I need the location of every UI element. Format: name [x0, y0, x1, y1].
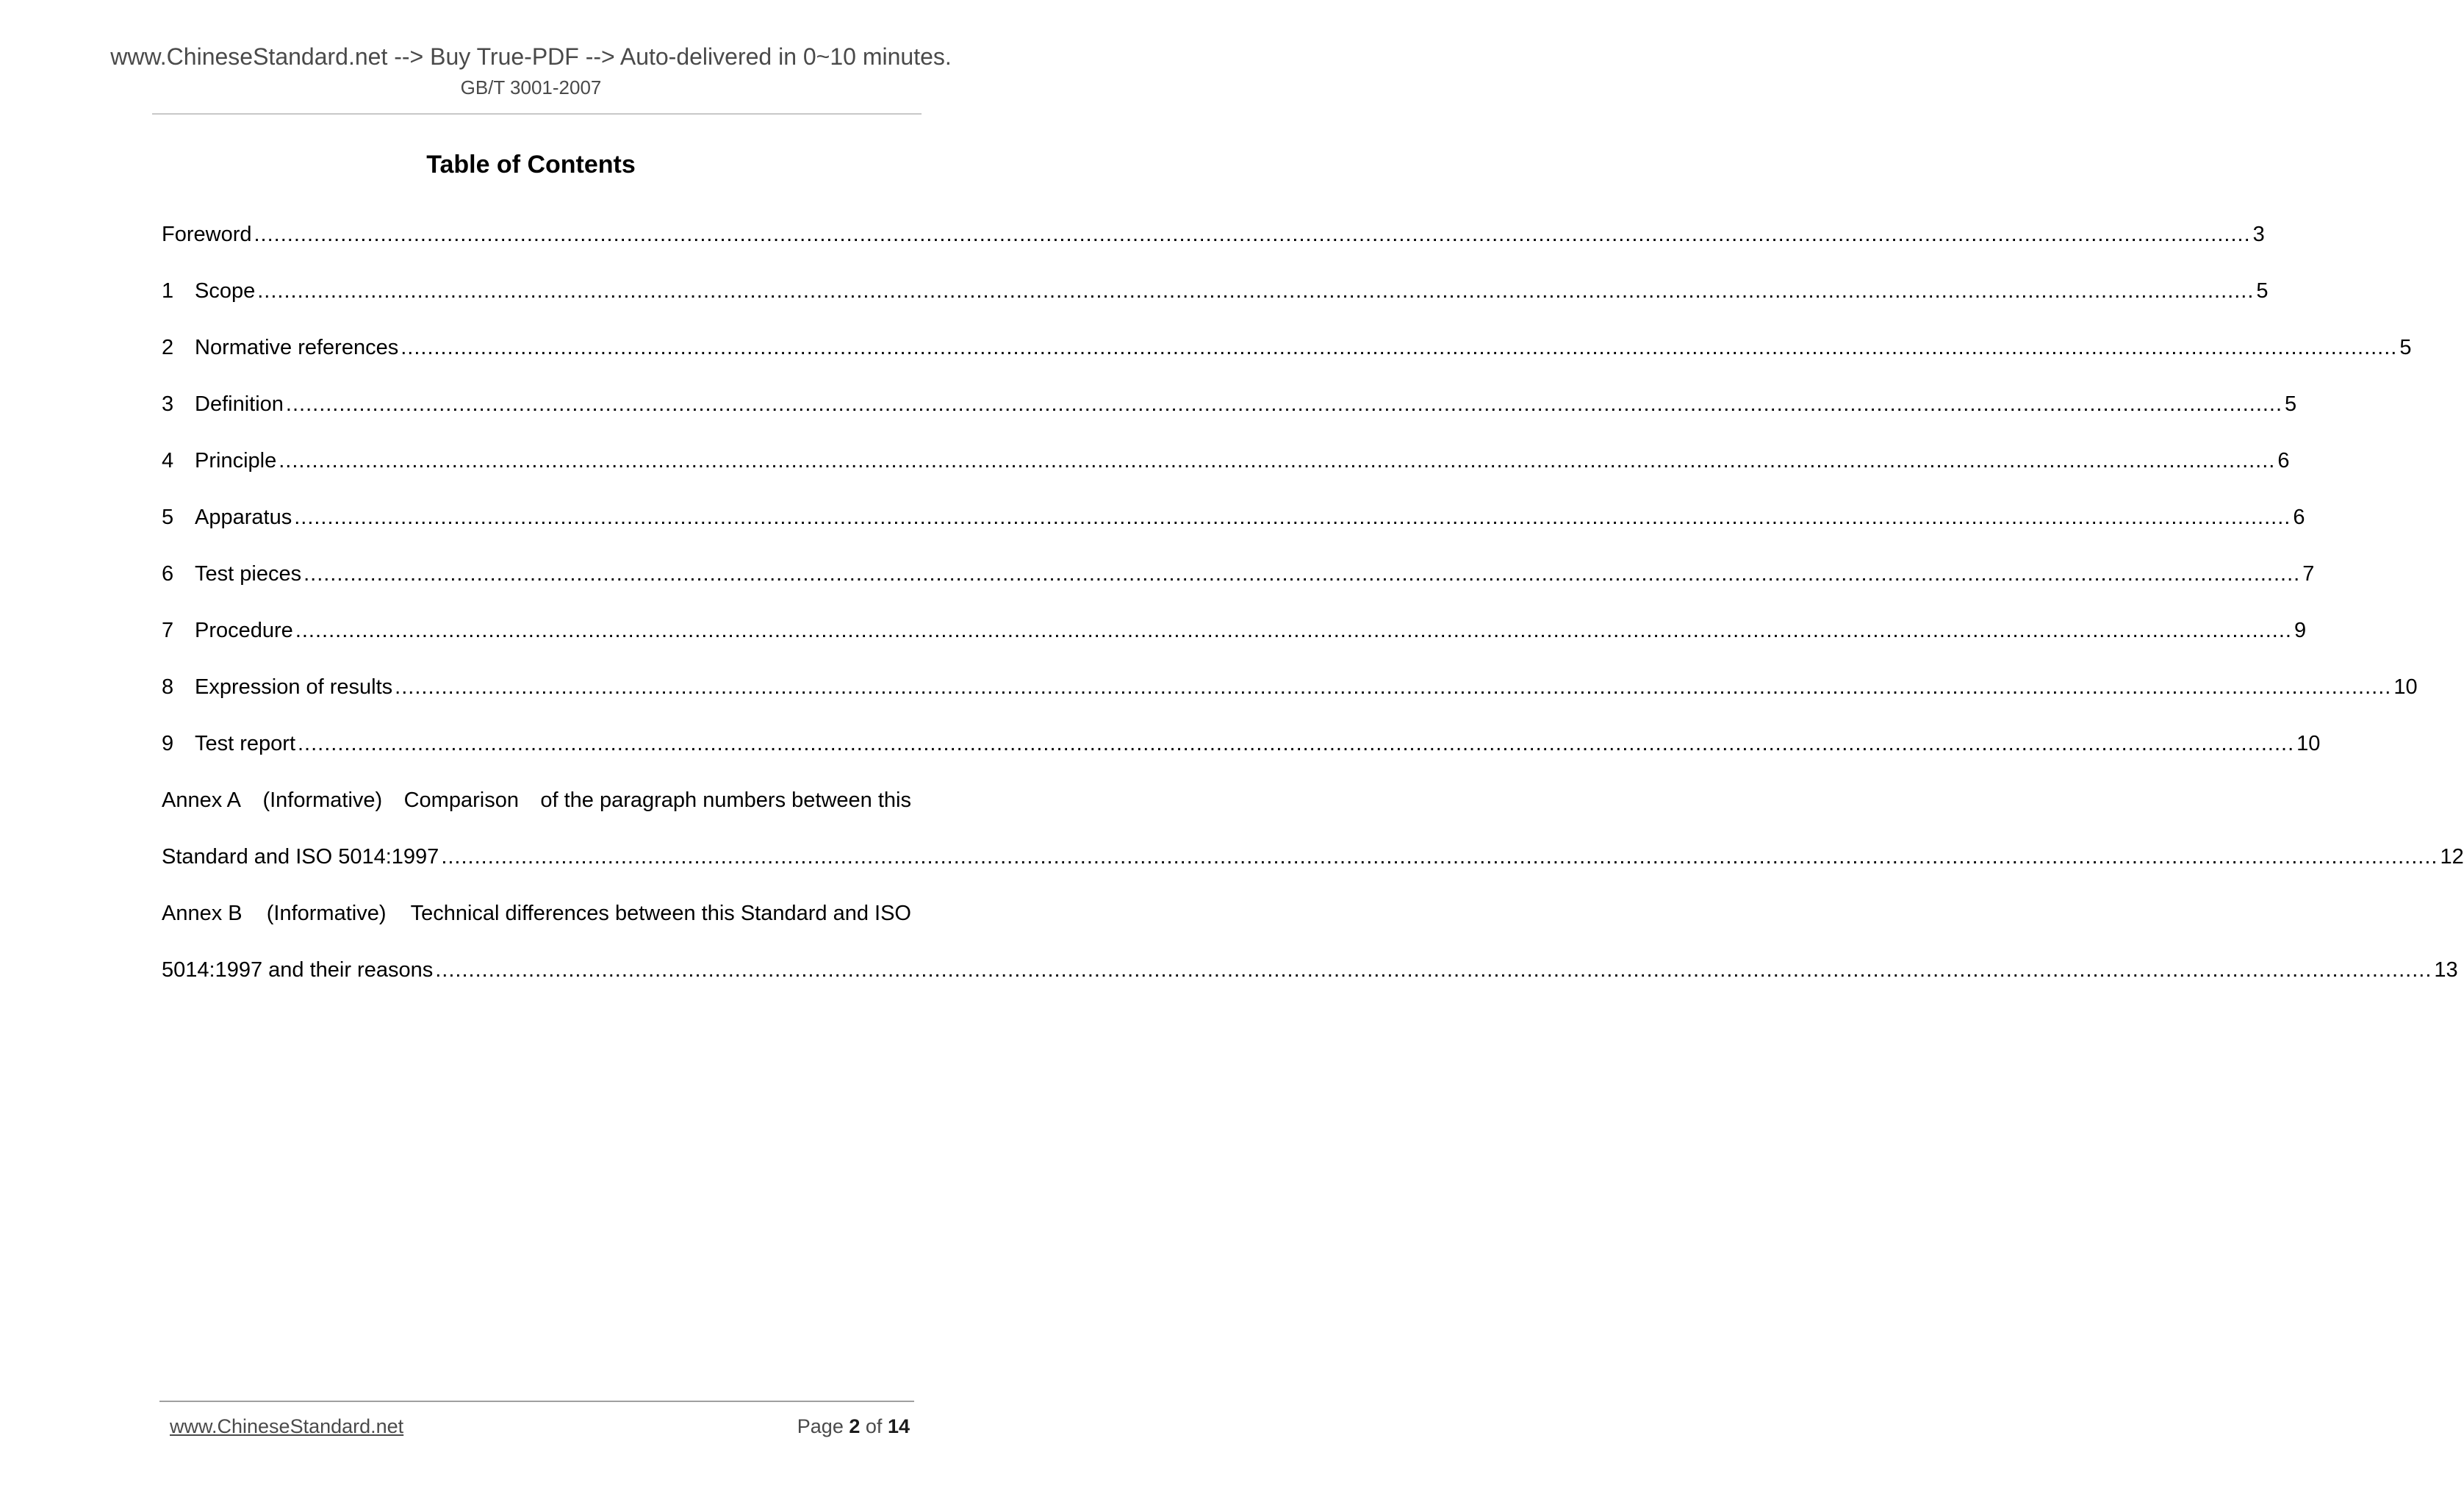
toc-entry-number: 9 — [162, 731, 174, 755]
annex-a-informative: (Informative) — [262, 788, 383, 812]
toc-entry-page: 12 — [2440, 844, 2464, 869]
toc-entry-apparatus[interactable] — [162, 489, 2305, 545]
toc-entry-page: 9 — [2294, 618, 2307, 642]
toc-leader-dots: ............................................................................................................................................................................................................................................................................................................ — [295, 618, 2292, 642]
toc-entry-scope[interactable] — [162, 262, 2269, 319]
toc-leader-dots: ............................................................................................................................................................................................................................................................................................................ — [401, 335, 2398, 359]
toc-entry-procedure[interactable] — [162, 602, 2307, 658]
toc-entry-label: Expression of results — [195, 675, 393, 699]
toc-entry-number: 6 — [162, 561, 174, 586]
toc-entry-label: 5014:1997 and their reasons — [162, 957, 434, 982]
toc-entry-label: Apparatus — [195, 505, 292, 529]
toc-entry-page: 6 — [2293, 505, 2305, 529]
toc-entry-foreword[interactable] — [162, 206, 2265, 262]
toc-leader-dots: ............................................................................................................................................................................................................................................................................................................ — [279, 448, 2276, 472]
toc-entry-page: 3 — [2252, 222, 2265, 246]
toc-entry-page: 5 — [2285, 392, 2297, 416]
toc-entry-label: Normative references — [195, 335, 399, 359]
annex-b-label: Annex B — [162, 901, 243, 925]
toc-entry-annex-a[interactable] — [162, 772, 911, 828]
toc-entry-number: 5 — [162, 505, 174, 529]
toc-entry-number: 7 — [162, 618, 174, 642]
toc-entry-page: 7 — [2302, 561, 2315, 586]
toc-leader-dots: ............................................................................................................................................................................................................................................................................................................ — [441, 844, 2438, 869]
toc-entry-page: 10 — [2296, 731, 2321, 755]
toc-leader-dots: ............................................................................................................................................................................................................................................................................................................ — [254, 222, 2251, 246]
toc-entry-normative-references[interactable] — [162, 319, 2412, 376]
annex-b-title: Technical differences between this Standard and ISO — [410, 901, 911, 925]
annex-a-title-rest: of the paragraph numbers between this — [540, 788, 911, 812]
toc-entry-annex-b[interactable] — [162, 885, 911, 941]
footer-website-link[interactable]: www.ChineseStandard.net — [170, 1415, 404, 1437]
annex-a-title-word: Comparison — [403, 788, 519, 812]
page-prefix: Page — [797, 1415, 844, 1437]
annex-b-informative: (Informative) — [266, 901, 387, 925]
toc-leader-dots: ............................................................................................................................................................................................................................................................................................................ — [294, 505, 2291, 529]
toc-entry-page: 6 — [2277, 448, 2290, 472]
page-indicator — [797, 1414, 910, 1439]
toc-entry-number: 1 — [162, 279, 174, 303]
toc-entry-definition[interactable] — [162, 376, 2297, 432]
toc-entry-annex-a-continued[interactable] — [162, 828, 2464, 885]
annex-a-label: Annex A — [162, 788, 242, 812]
toc-entry-principle[interactable] — [162, 432, 2290, 489]
toc-entry-label: Definition — [195, 392, 284, 416]
toc-entry-annex-b-continued[interactable] — [162, 941, 2458, 998]
toc-entry-number: 2 — [162, 335, 174, 359]
toc-leader-dots: ............................................................................................................................................................................................................................................................................................................ — [395, 675, 2392, 699]
toc-entry-label: Scope — [195, 279, 256, 303]
toc-entry-number: 8 — [162, 675, 174, 699]
toc-leader-dots: ............................................................................................................................................................................................................................................................................................................ — [298, 731, 2295, 755]
toc-entry-expression-of-results[interactable] — [162, 658, 2418, 715]
table-of-contents — [162, 206, 2464, 998]
toc-leader-dots: ............................................................................................................................................................................................................................................................................................................ — [303, 561, 2301, 586]
toc-entry-label: Foreword — [162, 222, 252, 246]
toc-entry-label: Test pieces — [195, 561, 302, 586]
toc-entry-page: 10 — [2393, 675, 2418, 699]
current-page-number: 2 — [849, 1415, 861, 1437]
toc-entry-page: 13 — [2434, 957, 2458, 982]
page-of: of — [865, 1415, 883, 1437]
toc-leader-dots: ............................................................................................................................................................................................................................................................................................................ — [285, 392, 2283, 416]
header-divider — [152, 113, 922, 115]
toc-leader-dots: ............................................................................................................................................................................................................................................................................................................ — [435, 957, 2432, 982]
document-code: GB/T 3001-2007 — [460, 76, 602, 98]
toc-entry-label: Procedure — [195, 618, 293, 642]
toc-entry-label: Standard and ISO 5014:1997 — [162, 844, 439, 869]
toc-entry-number: 4 — [162, 448, 174, 472]
toc-title: Table of Contents — [426, 151, 636, 179]
toc-entry-page: 5 — [2256, 279, 2269, 303]
header-banner: www.ChineseStandard.net --> Buy True-PDF --> Auto-delivered in 0~10 minutes. — [110, 43, 952, 70]
total-page-number: 14 — [887, 1415, 910, 1437]
footer-divider — [159, 1401, 914, 1402]
toc-entry-test-report[interactable] — [162, 715, 2321, 772]
toc-entry-page: 5 — [2399, 335, 2412, 359]
toc-leader-dots: ............................................................................................................................................................................................................................................................................................................ — [257, 279, 2255, 303]
toc-entry-test-pieces[interactable] — [162, 545, 2315, 602]
toc-entry-label: Test report — [195, 731, 295, 755]
toc-entry-number: 3 — [162, 392, 174, 416]
toc-entry-label: Principle — [195, 448, 277, 472]
